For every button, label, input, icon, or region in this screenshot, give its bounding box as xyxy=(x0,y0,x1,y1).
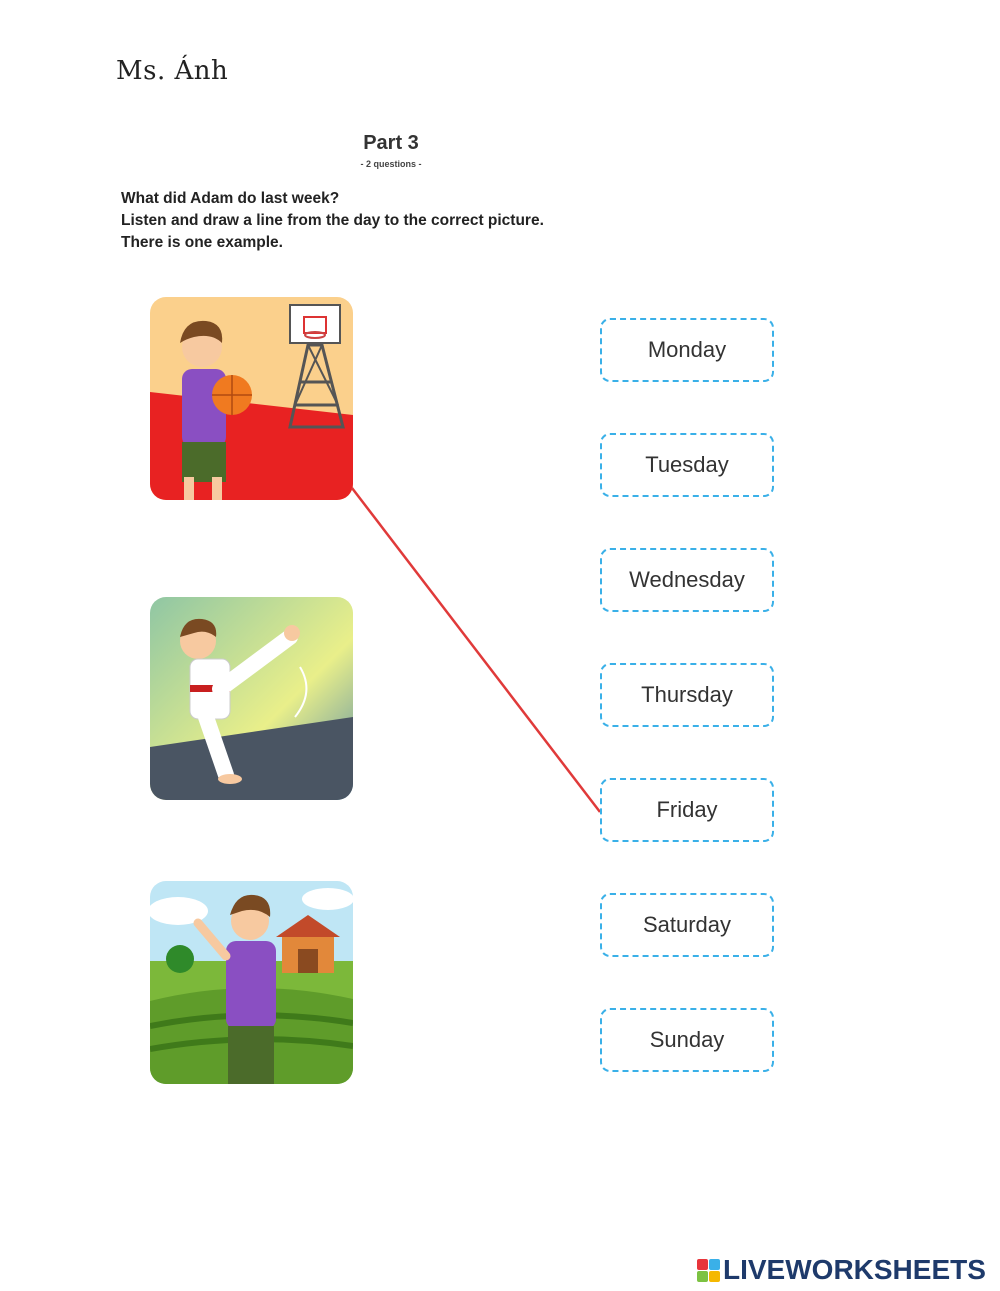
day-box-sunday[interactable]: Sunday xyxy=(600,1008,774,1072)
day-box-wednesday[interactable]: Wednesday xyxy=(600,548,774,612)
brand-logo xyxy=(697,1254,986,1286)
example-line xyxy=(352,488,600,812)
day-box-tuesday[interactable]: Tuesday xyxy=(600,433,774,497)
author-name: Ms. Ánh xyxy=(116,56,229,86)
basketball-picture[interactable] xyxy=(150,297,353,500)
liveworksheets-icon xyxy=(697,1259,720,1282)
day-box-saturday[interactable]: Saturday xyxy=(600,893,774,957)
basketball-illustration xyxy=(150,297,353,500)
farm-picture[interactable] xyxy=(150,881,353,1084)
instruction-task: Listen and draw a line from the day to the correct picture. xyxy=(121,212,544,229)
brand-name: LIVEWORKSHEETS xyxy=(723,1254,986,1285)
day-box-thursday[interactable]: Thursday xyxy=(600,663,774,727)
instruction-example-note: There is one example. xyxy=(121,234,283,251)
instructions xyxy=(121,188,544,254)
karate-picture[interactable] xyxy=(150,597,353,800)
karate-illustration xyxy=(150,597,353,800)
day-box-friday[interactable]: Friday xyxy=(600,778,774,842)
instruction-question: What did Adam do last week? xyxy=(121,190,340,207)
day-box-monday[interactable]: Monday xyxy=(600,318,774,382)
part-subtitle: - 2 questions - xyxy=(360,159,422,169)
farm-illustration xyxy=(150,881,353,1084)
part-title: Part 3 xyxy=(363,132,419,154)
